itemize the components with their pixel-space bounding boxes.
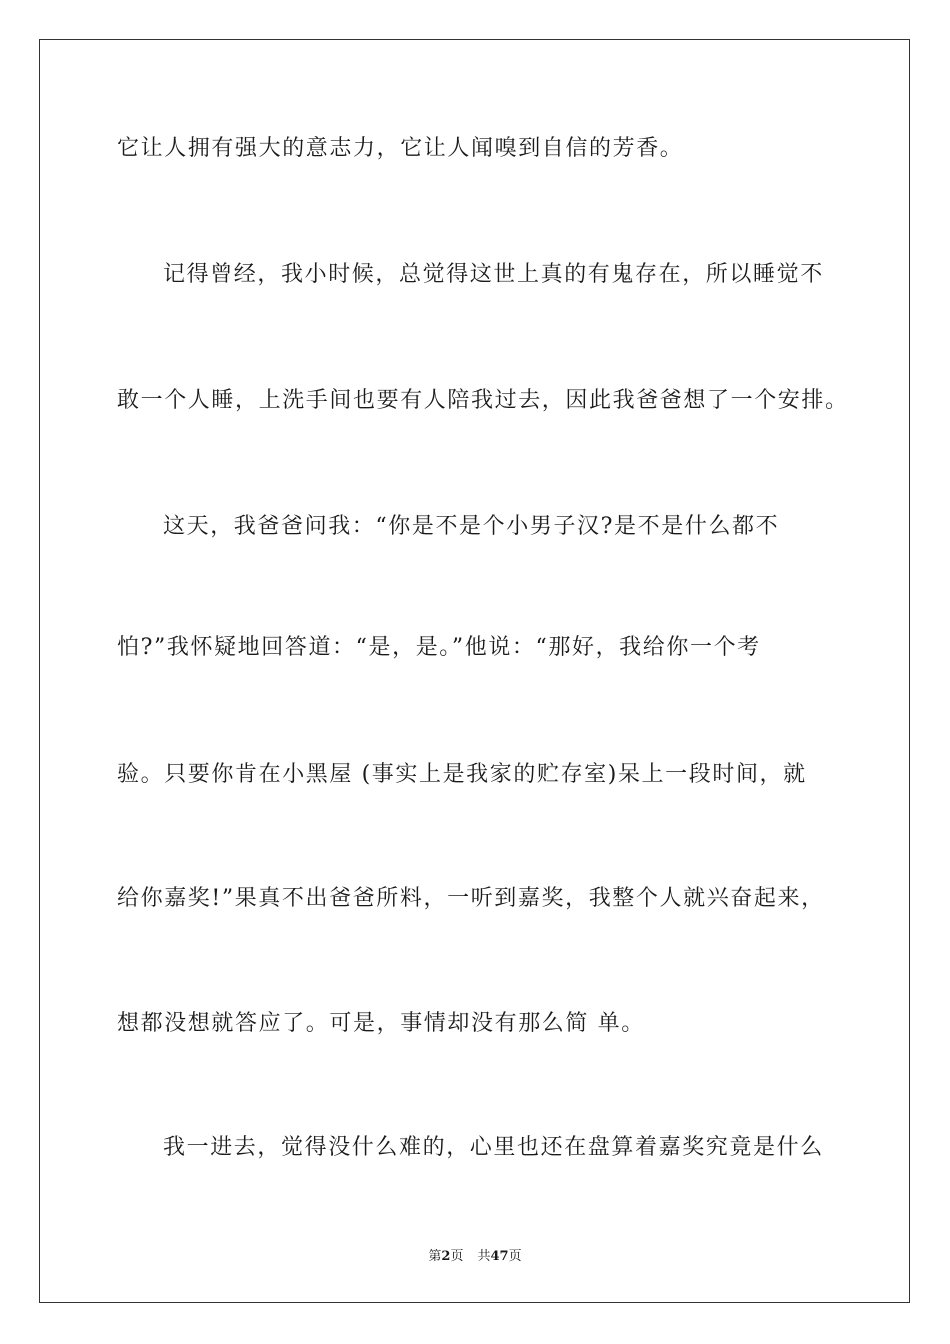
body-text-line: 给你嘉奖!”果真不出爸爸所料，一听到嘉奖，我整个人就兴奋起来， (117, 886, 825, 911)
total-pages: 47 (490, 1249, 509, 1264)
paragraph-start-line: 这天，我爸爸问我：“你是不是个小男子汉?是不是什么都不 (163, 514, 780, 539)
body-text-line: 怕?”我怀疑地回答道：“是，是。”他说：“那好，我给你一个考 (117, 635, 761, 660)
page-footer (0, 1248, 950, 1266)
paragraph-start-line: 记得曾经，我小时候，总觉得这世上真的有鬼存在，所以睡觉不 (163, 262, 824, 287)
total-prefix: 共 (477, 1249, 491, 1264)
paragraph-start-line: 我一进去，觉得没什么难的，心里也还在盘算着嘉奖究竟是什么 (163, 1135, 824, 1160)
total-suffix: 页 (508, 1249, 522, 1264)
body-text-line: 它让人拥有强大的意志力，它让人闻嗅到自信的芳香。 (117, 136, 684, 161)
page-prefix: 第 (428, 1249, 442, 1264)
page-border (39, 39, 910, 1303)
page-suffix: 页 (450, 1249, 464, 1264)
page-number: 2 (441, 1249, 451, 1264)
body-text-line: 敢一个人睡，上洗手间也要有人陪我过去，因此我爸爸想了一个安排。 (117, 388, 849, 413)
body-text-line: 验。只要你肯在小黑屋 (事实上是我家的贮存室)呆上一段时间，就 (117, 762, 807, 787)
body-text-line: 想都没想就答应了。可是，事情却没有那么简 单。 (117, 1011, 645, 1036)
